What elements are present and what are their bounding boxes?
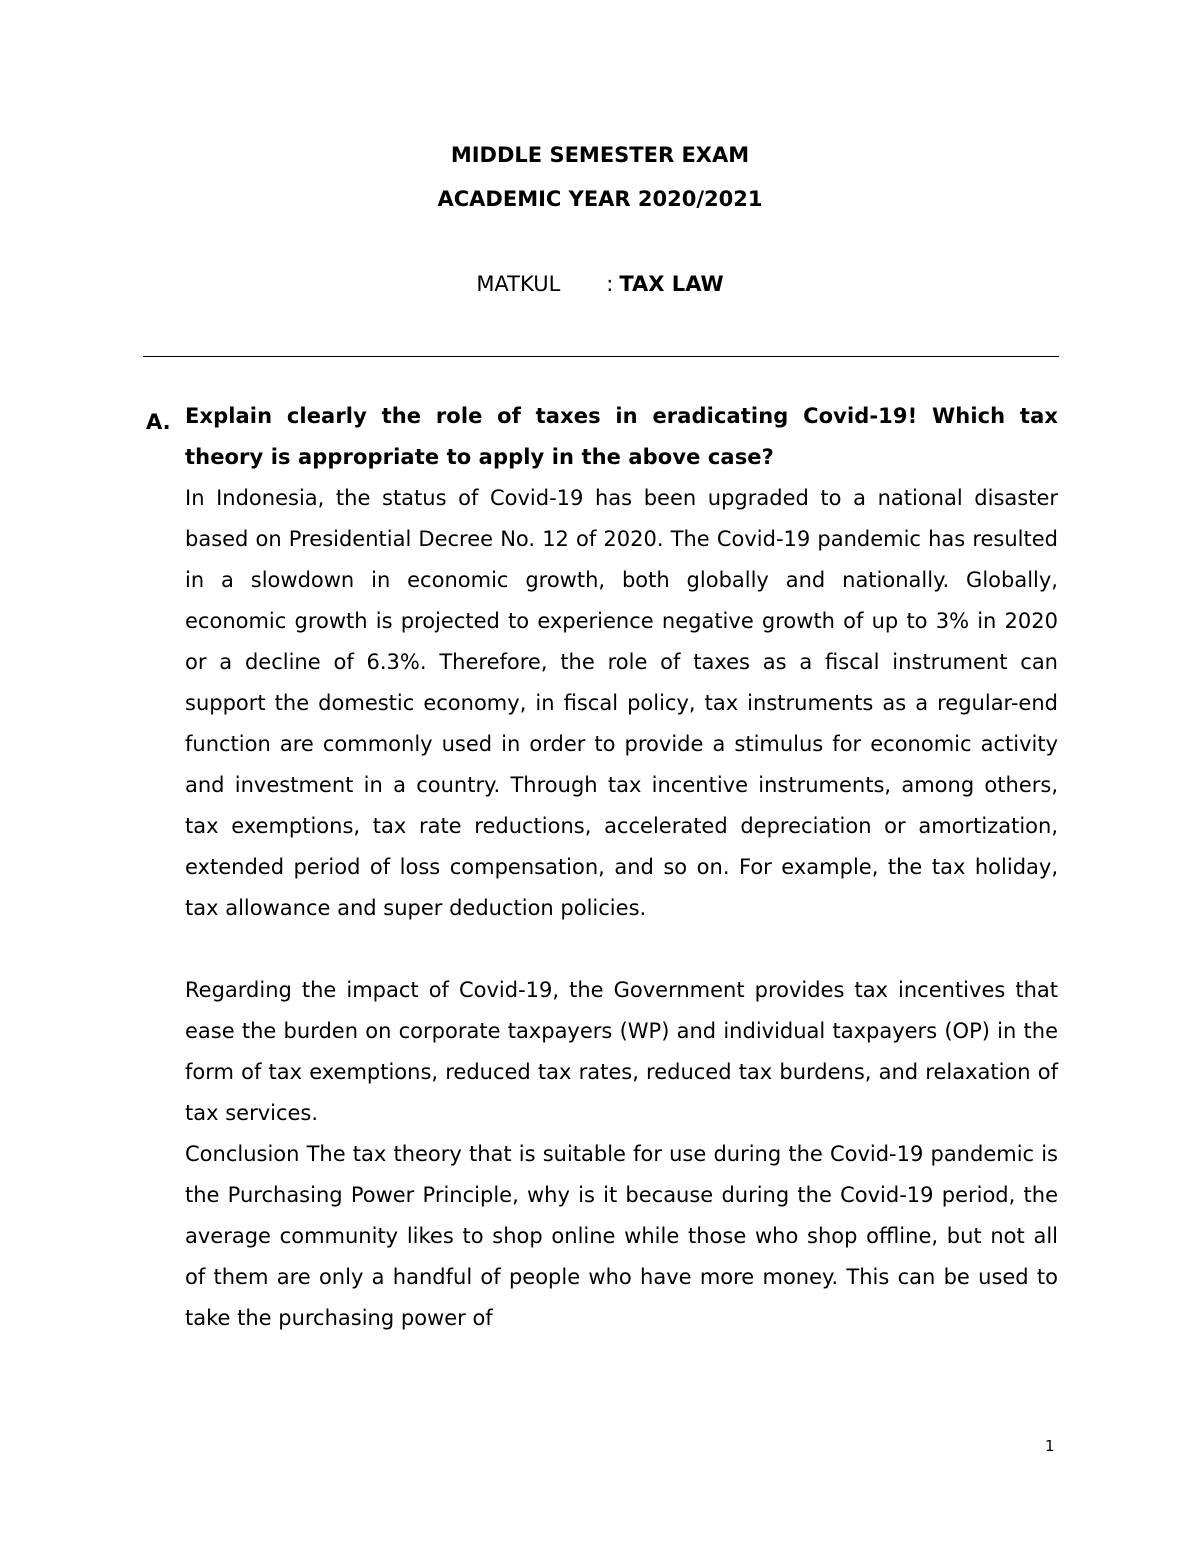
- subject-label: MATKUL: [476, 272, 561, 296]
- horizontal-rule: [143, 356, 1059, 357]
- question-marker: A.: [146, 410, 171, 434]
- question-content: [185, 396, 1058, 1339]
- exam-title: MIDDLE SEMESTER EXAM: [450, 143, 750, 167]
- subject-line: [0, 270, 1200, 298]
- answer-paragraph-3: Conclusion The tax theory that is suitable for use during the Covid-19 pandemic is the Purchasing Power Principle, why is it because during the Covid-19 period, the average community likes to shop online while those who shop offline, but not all of them are only a handful of people who have more money. This can be used to take the purchasing power of: [185, 1142, 1058, 1330]
- page-number: 1: [1045, 1437, 1055, 1455]
- answer-paragraph-1: In Indonesia, the status of Covid-19 has been upgraded to a national disaster based on Presidential Decree No. 12 of 2020. The Covid-19 pandemic has resulted in a slowdown in economic growth, both globally and nationally. Globally, economic growth is projected to experience negative growth of up to 3% in 2020 or a decline of 6.3%. Therefore, the role of taxes as a fiscal instrument can support the domestic economy, in fiscal policy, tax instruments as a regular-end function are commonly used in order to provide a stimulus for economic activity and investment in a country. Through tax incentive instruments, among others, tax exemptions, tax rate reductions, accelerated depreciation or amortization, extended period of loss compensation, and so on. For example, the tax holiday, tax allowance and super deduction policies.: [185, 486, 1058, 920]
- answer-paragraph-2: Regarding the impact of Covid-19, the Government provides tax incentives that ease the burden on corporate taxpayers (WP) and individual taxpayers (OP) in the form of tax exemptions, reduced tax rates, reduced tax burdens, and relaxation of tax services.: [185, 978, 1058, 1125]
- academic-year-title: ACADEMIC YEAR 2020/2021: [437, 187, 763, 211]
- subject-value: TAX LAW: [619, 272, 724, 296]
- subject-colon: :: [606, 272, 614, 296]
- question-text: Explain clearly the role of taxes in eradicating Covid-19! Which tax theory is appropriate to apply in the above case?: [185, 404, 1058, 469]
